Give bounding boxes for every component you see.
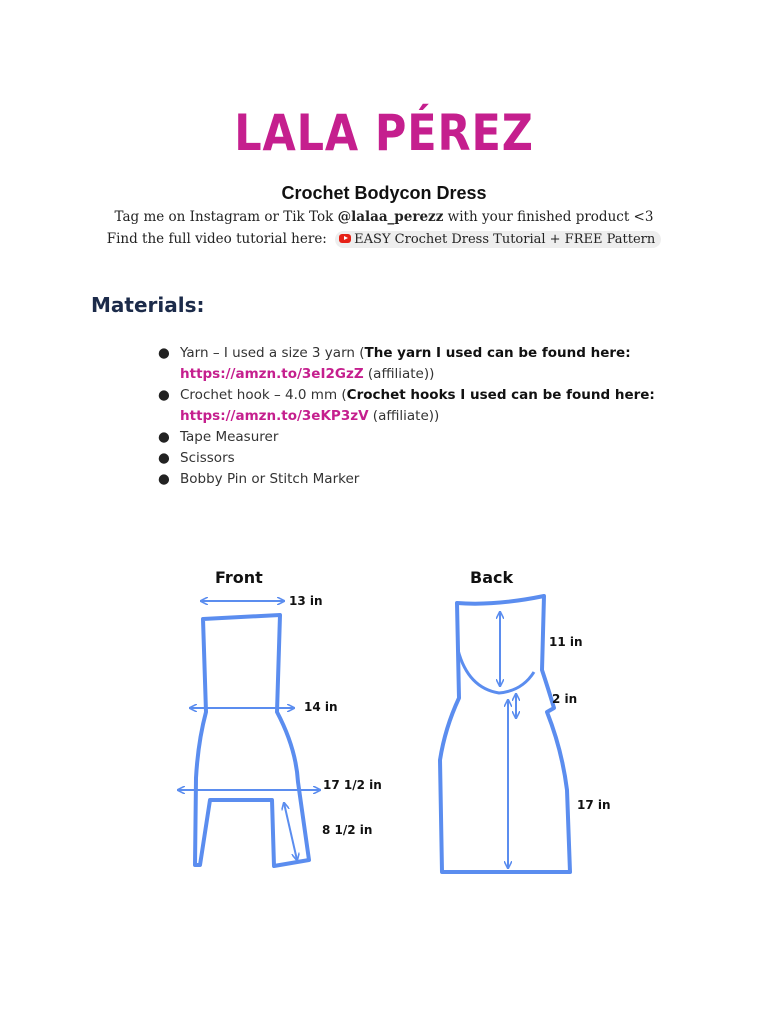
item-text: Scissors	[180, 450, 235, 466]
item-text: Yarn – I used a size 3 yarn (	[180, 345, 365, 361]
bullet-icon: ●	[158, 450, 170, 466]
front-top-measurement: 13 in	[289, 594, 323, 608]
tag-line-prefix: Tag me on Instagram or Tik Tok	[114, 209, 338, 225]
item-text: Bobby Pin or Stitch Marker	[180, 471, 360, 487]
instagram-handle[interactable]: @lalaa_perezz	[337, 209, 444, 225]
back-middle-measurement: 2 in	[552, 692, 578, 706]
page-title: Crochet Bodycon Dress	[281, 183, 487, 203]
front-slit-measurement: 8 1/2 in	[322, 823, 373, 837]
tutorial-line-prefix: Find the full video tutorial here:	[106, 231, 332, 247]
back-lower-measurement: 17 in	[577, 798, 611, 812]
bullet-icon: ●	[158, 387, 170, 403]
back-label: Back	[470, 568, 514, 587]
front-hips-measurement: 17 1/2 in	[323, 778, 382, 792]
item-text: Tape Measurer	[180, 429, 279, 445]
item-text: Crochet hook – 4.0 mm (	[180, 387, 347, 403]
item-bold-text: The yarn I used can be found here:	[364, 345, 631, 361]
front-dress-outline	[195, 615, 309, 866]
item-suffix: (affiliate))	[368, 408, 440, 424]
item-suffix: (affiliate))	[363, 366, 435, 382]
bullet-icon: ●	[158, 471, 170, 487]
bullet-icon: ●	[158, 345, 170, 361]
bullet-icon: ●	[158, 429, 170, 445]
materials-heading: Materials:	[91, 293, 205, 317]
back-neck-curve	[458, 650, 534, 693]
hook-affiliate-link[interactable]: https://amzn.to/3eKP3zV	[180, 408, 369, 424]
item-bold-text: Crochet hooks I used can be found here:	[346, 387, 655, 403]
front-slit-arrow	[284, 803, 297, 860]
video-tutorial-label: EASY Crochet Dress Tutorial + FREE Pattern	[354, 232, 656, 247]
yarn-affiliate-link[interactable]: https://amzn.to/3eI2GzZ	[180, 366, 364, 382]
back-upper-measurement: 11 in	[549, 635, 583, 649]
front-waist-measurement: 14 in	[304, 700, 338, 714]
front-label: Front	[215, 568, 263, 587]
brand-logo: LALA PÉREZ	[234, 104, 534, 162]
tag-line-suffix: with your finished product <3	[443, 209, 654, 225]
